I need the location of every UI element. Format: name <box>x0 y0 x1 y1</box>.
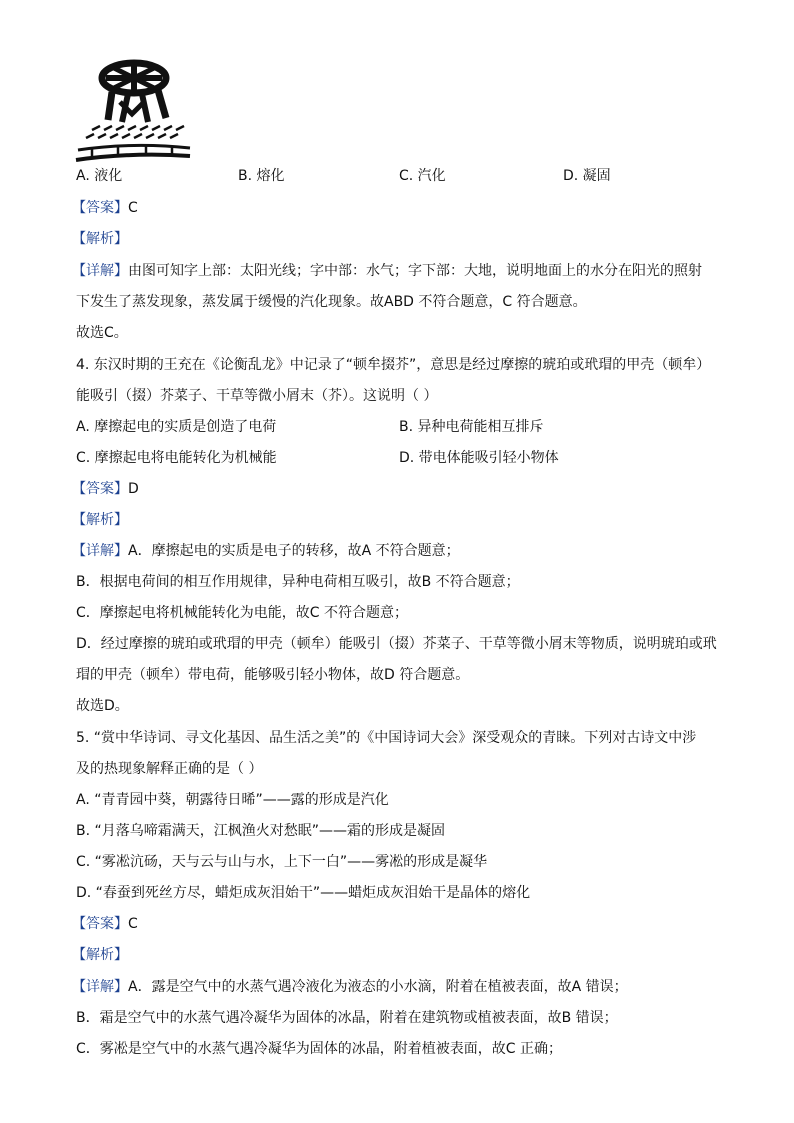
answer-value: C <box>128 200 138 216</box>
answer-tag: 【答案】 <box>72 481 128 497</box>
option-c: C. 汽化 <box>399 168 446 184</box>
detail-line: B．霜是空气中的水蒸气遇冷凝华为固体的冰晶，附着在建筑物或植被表面，故B 错误； <box>76 1010 618 1026</box>
option-a: A. “青青园中葵，朝露待日晞”——露的形成是汽化 <box>76 792 389 808</box>
answer-line <box>72 914 138 934</box>
option-c: C. “雾凇沆砀，天与云与山与水，上下一白”——雾凇的形成是凝华 <box>76 854 488 870</box>
detail-text: 由图可知字上部：太阳光线；字中部：水气；字下部：大地，说明地面上的水分在阳光的照射 <box>128 263 702 279</box>
detail-line <box>72 261 702 281</box>
detail-tag: 【详解】 <box>72 543 128 559</box>
option-b: B. “月落乌啼霜满天，江枫渔火对愁眠”——霜的形成是凝固 <box>76 823 446 839</box>
option-d: D. 带电体能吸引轻小物体 <box>399 450 559 466</box>
detail-line <box>72 541 460 561</box>
detail-line: C．摩擦起电将机械能转化为电能，故C 不符合题意； <box>76 605 408 621</box>
analysis-tag: 【解析】 <box>72 512 128 528</box>
option-c: C. 摩擦起电将电能转化为机械能 <box>76 450 277 466</box>
detail-tag: 【详解】 <box>72 263 128 279</box>
ancient-glyph-sun-vapor-earth-icon <box>72 56 192 164</box>
option-d: D. “春蚕到死丝方尽，蜡炬成灰泪始干”——蜡炬成灰泪始干是晶体的熔化 <box>76 885 531 901</box>
question-stem: 能吸引（掇）芥菜子、干草等微小屑末（芥）。这说明（ ） <box>76 388 438 404</box>
answer-tag: 【答案】 <box>72 200 128 216</box>
answer-value: D <box>128 481 139 497</box>
option-a: A. 液化 <box>76 168 123 184</box>
analysis-tag: 【解析】 <box>72 231 128 247</box>
option-a: A. 摩擦起电的实质是创造了电荷 <box>76 419 277 435</box>
detail-line: D．经过摩擦的琥珀或玳瑁的甲壳（顿牟）能吸引（掇）芥菜子、干草等微小屑末等物质，说明琥珀或玳 <box>76 636 717 652</box>
option-d: D. 凝固 <box>563 168 611 184</box>
answer-line <box>72 198 138 218</box>
detail-tag: 【详解】 <box>72 979 128 995</box>
detail-line <box>72 977 628 997</box>
analysis-tag: 【解析】 <box>72 947 128 963</box>
option-b: B. 熔化 <box>238 168 285 184</box>
question-stem: 及的热现象解释正确的是（ ） <box>76 761 263 777</box>
answer-tag: 【答案】 <box>72 916 128 932</box>
detail-text: A．露是空气中的水蒸气遇冷液化为液态的小水滴，附着在植被表面，故A 错误； <box>128 979 628 995</box>
question-stem: 4. 东汉时期的王充在《论衡乱龙》中记录了“顿牟掇芥”，意思是经过摩擦的琥珀或玳瑁的甲壳（顿牟） <box>76 357 711 373</box>
detail-line: 下发生了蒸发现象，蒸发属于缓慢的汽化现象。故ABD 不符合题意，C 符合题意。 <box>76 294 587 310</box>
conclusion: 故选D。 <box>76 698 129 714</box>
detail-line: C．雾凇是空气中的水蒸气遇冷凝华为固体的冰晶，附着植被表面，故C 正确； <box>76 1041 562 1057</box>
detail-line: 瑁的甲壳（顿牟）带电荷，能够吸引轻小物体，故D 符合题意。 <box>76 667 470 683</box>
detail-line: B．根据电荷间的相互作用规律，异种电荷相互吸引，故B 不符合题意； <box>76 574 520 590</box>
conclusion: 故选C。 <box>76 325 128 341</box>
option-b: B. 异种电荷能相互排斥 <box>399 419 544 435</box>
detail-text: A．摩擦起电的实质是电子的转移，故A 不符合题意； <box>128 543 460 559</box>
answer-value: C <box>128 916 138 932</box>
answer-line <box>72 479 139 499</box>
question-stem: 5. “赏中华诗词、寻文化基因、品生活之美”的《中国诗词大会》深受观众的青睐。下列对古诗文中涉 <box>76 730 697 746</box>
